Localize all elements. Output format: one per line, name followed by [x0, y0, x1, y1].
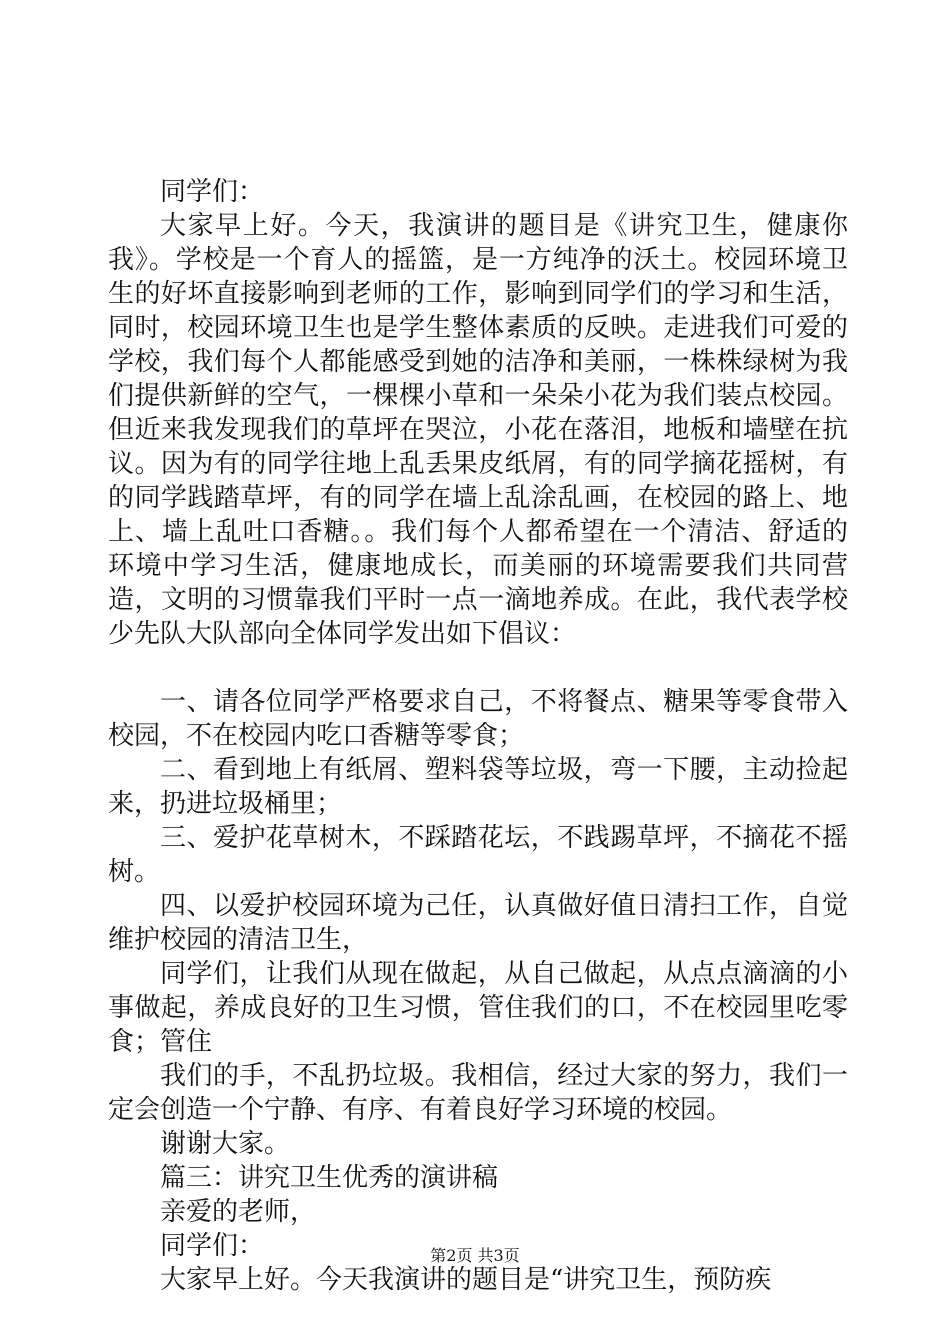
paragraph-proposal-2: 二、看到地上有纸屑、塑料袋等垃圾，弯一下腰，主动捡起来，扔进垃圾桶里；: [108, 755, 848, 819]
paragraph-thanks: 谢谢大家。: [160, 1129, 291, 1159]
paragraph-proposal-4: 四、以爱护校园环境为己任，认真做好值日清扫工作，自觉维护校园的清洁卫生，: [108, 891, 848, 955]
paragraph-salutation-students: 同学们：: [160, 1231, 265, 1261]
section-heading: 篇三：讲究卫生优秀的演讲稿: [160, 1163, 499, 1193]
paragraph-call-to-action: 同学们，让我们从现在做起，从自己做起，从点点滴滴的小事做起，养成良好的卫生习惯，管住我们的口，不在校园里吃零食；管住: [108, 959, 848, 1057]
page-number-label: 第2页 共3页: [430, 1246, 520, 1265]
paragraph-proposal-1: 一、请各位同学严格要求自己，不将餐点、糖果等零食带入校园，不在校园内吃口香糖等零食；: [108, 687, 848, 751]
paragraph-new-speech-opening: 大家早上好。今天我演讲的题目是“讲究卫生，预防疾: [160, 1265, 772, 1295]
paragraph-greeting: 同学们：: [160, 177, 265, 207]
paragraph-intro: 大家早上好。今天，我演讲的题目是《讲究卫生，健康你我》。学校是一个育人的摇篮，是一方纯净的沃土。校园环境卫生的好坏直接影响到老师的工作，影响到同学们的学习和生活，同时，校园环境卫生也是学生整体素质的反映。走进我们可爱的学校，我们每个人都能感受到她的洁净和美丽，一株株绿树为我们提供新鲜的空气，一棵棵小草和一朵朵小花为我们装点校园。但近来我发现我们的草坪在哭泣，小花在落泪，地板和墙壁在抗议。因为有的同学往地上乱丢果皮纸屑，有的同学摘花摇树，有的同学践踏草坪，有的同学在墙上乱涂乱画，在校园的路上、地上、墙上乱吐口香糖。。我们每个人都希望在一个清洁、舒适的环境中学习生活，健康地成长，而美丽的环境需要我们共同营造，文明的习惯靠我们平时一点一滴地养成。在此，我代表学校少先队大队部向全体同学发出如下倡议：: [108, 211, 848, 649]
document-body: [108, 175, 848, 1297]
paragraph-proposal-3: 三、爱护花草树木，不踩踏花坛，不践踢草坪，不摘花不摇树。: [108, 823, 848, 887]
page-footer: [0, 1243, 950, 1266]
paragraph-salutation-teachers: 亲爱的老师，: [160, 1197, 317, 1227]
paragraph-conclusion: 我们的手，不乱扔垃圾。我相信，经过大家的努力，我们一定会创造一个宁静、有序、有着良好学习环境的校园。: [108, 1061, 848, 1125]
